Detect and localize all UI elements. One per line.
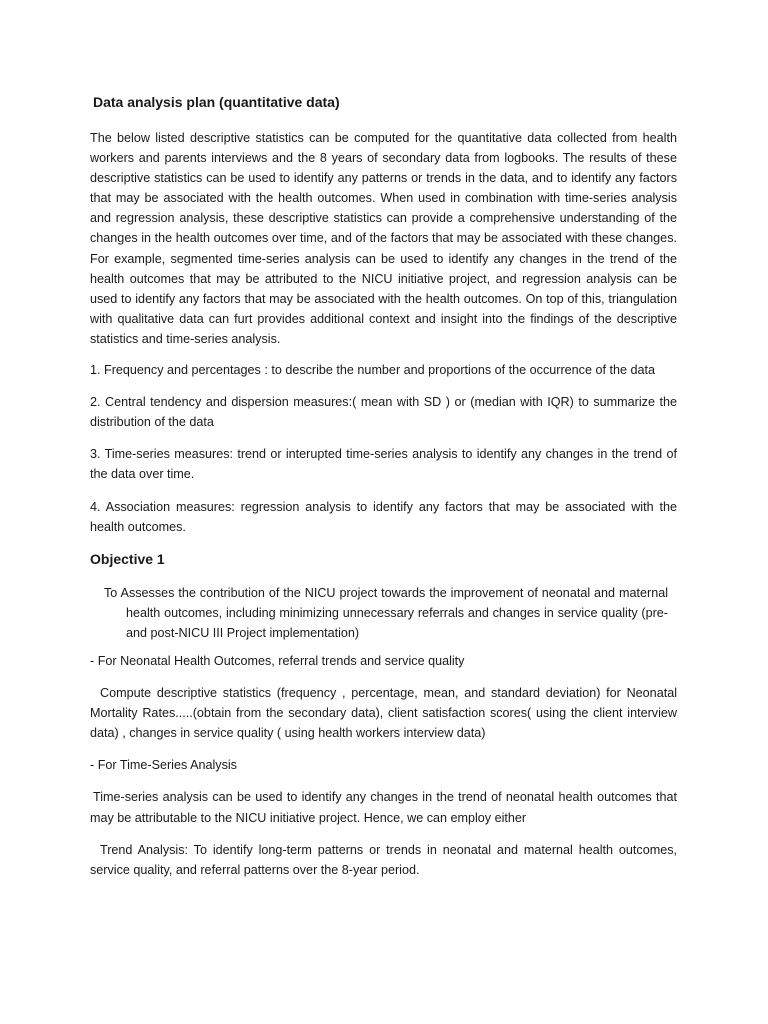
trend-analysis-paragraph: Trend Analysis: To identify long-term patterns or trends in neonatal and maternal health outcomes, service quality, and referral patterns over the 8-year period. xyxy=(90,842,677,877)
objective-heading: Objective 1 xyxy=(90,550,165,567)
time-series-label: - For Time-Series Analysis xyxy=(90,758,237,773)
compute-paragraph: Compute descriptive statistics (frequency , percentage, mean, and standard deviation) for Neonatal Mortality Rates.....(obtain from the secondary data), client satisfaction scores( using the client interview data) , changes in service quality ( using health workers interview data) xyxy=(90,686,677,741)
document-content xyxy=(90,92,677,892)
time-series-paragraph: Time-series analysis can be used to identify any changes in the trend of neonatal health outcomes that may be attributable to the NICU initiative project. Hence, we can employ either xyxy=(90,790,677,825)
list-item-time-series: 3. Time-series measures: trend or interupted time-series analysis to identify any changes in the trend of the data over time. xyxy=(90,447,677,482)
list-item-frequency: 1. Frequency and percentages : to describe the number and proportions of the occurrence of the data xyxy=(90,363,655,378)
document-heading: Data analysis plan (quantitative data) xyxy=(93,94,340,110)
neonatal-outcomes-label: - For Neonatal Health Outcomes, referral trends and service quality xyxy=(90,653,465,668)
intro-paragraph: The below listed descriptive statistics can be computed for the quantitative data collected from health workers and parents interviews and the 8 years of secondary data from logbooks. The results of these descriptive statistics can be used to identify any patterns or trends in the data, and to identify any factors that may be associated with the health outcomes. When used in combination with time-series analysis and regression analysis, these descriptive statistics can provide a comprehensive understanding of the changes in the health outcomes over time, and of the factors that may be associated with these changes. For example, segmented time-series analysis can be used to identify any changes in the trend of the health outcomes that may be attributed to the NICU initiative project, and regression analysis can be used to identify any factors that may be associated with the health outcomes. On top of this, triangulation with qualitative data can furt provides additional context and insight into the findings of the descriptive statistics and time-series analysis. xyxy=(90,131,677,346)
list-item-association: 4. Association measures: regression analysis to identify any factors that may be associated with the health outcomes. xyxy=(90,499,677,534)
objective-text: To Assesses the contribution of the NICU project towards the improvement of neonatal and maternal health outcomes, including minimizing unnecessary referrals and changes in service quality (pre- and post-NICU III Project implementation) xyxy=(104,585,668,640)
list-item-central-tendency: 2. Central tendency and dispersion measures:( mean with SD ) or (median with IQR) to summarize the distribution of the data xyxy=(90,395,677,430)
